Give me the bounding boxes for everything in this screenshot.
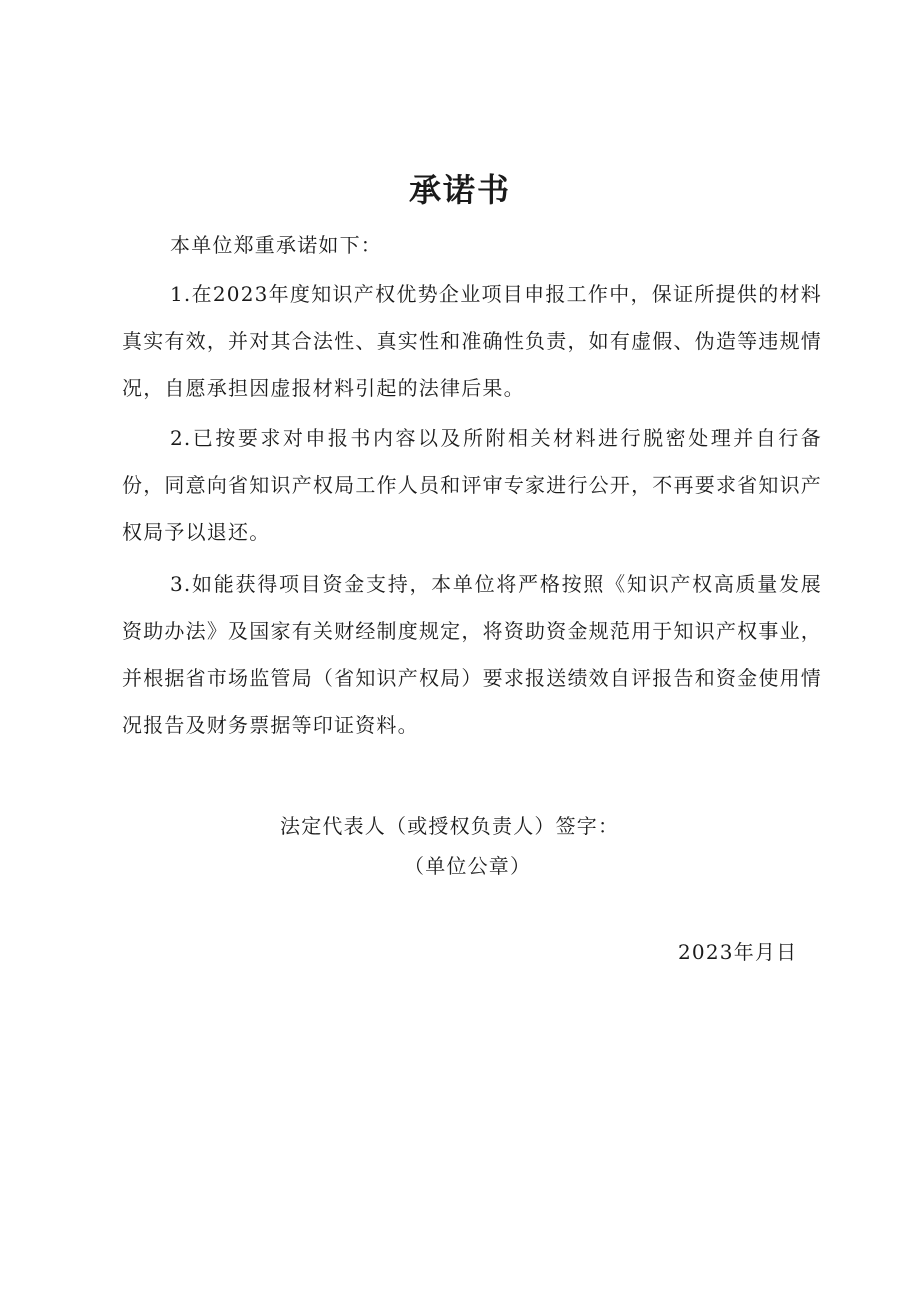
commitment-item-2	[122, 415, 822, 556]
commitment-paragraph-1: 1.在2023年度知识产权优势企业项目申报工作中，保证所提供的材料真实有效，并对其合法性、真实性和准确性负责，如有虚假、伪造等违规情况，自愿承担因虚报材料引起的法律后果。	[122, 282, 822, 400]
date-line: 2023年月日	[678, 940, 798, 964]
intro-paragraph: 本单位郑重承诺如下：	[170, 233, 382, 257]
commitment-item-1	[122, 271, 822, 412]
signature-label: 法定代表人（或授权负责人）签字：	[280, 814, 620, 838]
commitment-paragraph-3: 3.如能获得项目资金支持，本单位将严格按照《知识产权高质量发展资助办法》及国家有关财经制度规定，将资助资金规范用于知识产权事业，并根据省市场监管局（省知识产权局）要求报送绩效自评报告和资金使用情况报告及财务票据等印证资料。	[122, 572, 822, 737]
document-title: 承诺书	[408, 171, 511, 209]
seal-label: （单位公章）	[404, 854, 532, 878]
commitment-paragraph-2: 2.已按要求对申报书内容以及所附相关材料进行脱密处理并自行备份，同意向省知识产权局工作人员和评审专家进行公开，不再要求省知识产权局予以退还。	[122, 426, 822, 544]
intro-text	[122, 222, 822, 269]
commitment-item-3	[122, 561, 822, 749]
